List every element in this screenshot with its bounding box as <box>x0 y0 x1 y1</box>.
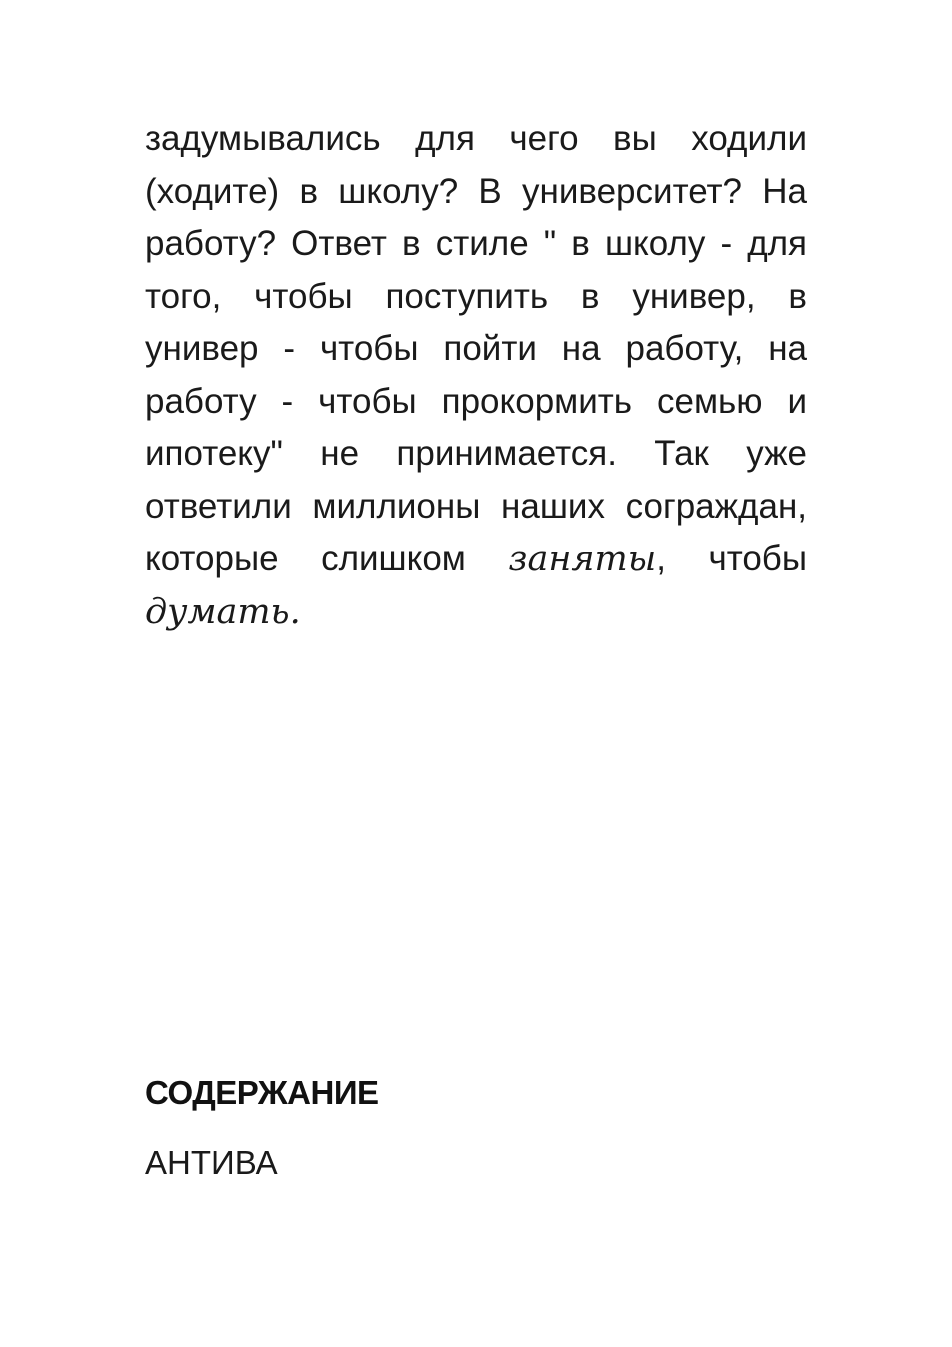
toc-item-antiva[interactable]: АНТИВА <box>145 1144 278 1181</box>
body-paragraph <box>145 113 807 638</box>
body-text-part2: , чтобы <box>656 539 807 578</box>
body-text-part1: задумывались для чего вы ходили (ходите) в школу? В университет? На работу? Ответ в стиле " в школу - для того, чтобы поступить в универ, в универ - чтобы пойти на работу, на работу - чтобы прокормить семью и ипотеку" не принимается. Так уже ответили миллионы наших сограждан, которые слишком <box>145 119 807 578</box>
emphasis-think: думать. <box>145 591 301 632</box>
toc-heading: СОДЕРЖАНИЕ <box>145 1074 379 1111</box>
emphasis-busy: заняты <box>508 539 657 579</box>
